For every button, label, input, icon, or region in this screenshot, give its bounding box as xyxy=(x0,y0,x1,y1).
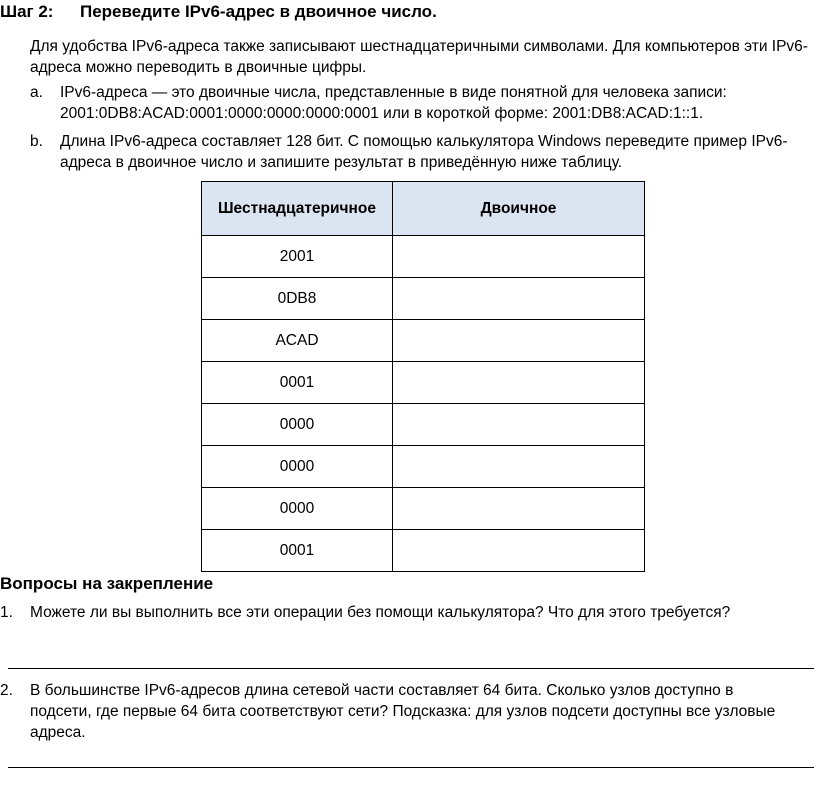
step-title: Переведите IPv6-адрес в двоичное число. xyxy=(80,2,437,21)
hex-cell: 0000 xyxy=(202,404,393,446)
table-row xyxy=(202,236,645,278)
list-item-text: IPv6-адреса — это двоичные числа, представленные в виде понятной для человека записи: 2001:0DB8:ACAD:0001:0000:0000:0000:0001 или в короткой форме: 2001:DB8:ACAD:1::1. xyxy=(60,84,727,122)
review-heading: Вопросы на закрепление xyxy=(0,574,214,593)
question-text: Можете ли вы выполнить все эти операции без помощи калькулятора? Что для этого требуется? xyxy=(30,604,731,621)
table-row xyxy=(202,320,645,362)
table-row xyxy=(202,404,645,446)
binary-cell[interactable] xyxy=(393,236,645,278)
table-header-row xyxy=(202,182,645,236)
binary-cell[interactable] xyxy=(393,362,645,404)
binary-cell[interactable] xyxy=(393,530,645,572)
table-row xyxy=(202,446,645,488)
answer-line-1[interactable] xyxy=(8,668,814,669)
hex-cell: 2001 xyxy=(202,236,393,278)
question-number: 1. xyxy=(0,604,13,621)
hex-cell: 0001 xyxy=(202,362,393,404)
table-row xyxy=(202,362,645,404)
hex-cell: 0DB8 xyxy=(202,278,393,320)
hex-binary-table xyxy=(201,181,645,572)
hex-cell: 0001 xyxy=(202,530,393,572)
list-item-text: Длина IPv6-адреса составляет 128 бит. С помощью калькулятора Windows переведите пример IPv6-адреса в двоичное число и запишите результат в приведённую ниже таблицу. xyxy=(60,133,788,171)
table-row xyxy=(202,530,645,572)
binary-cell[interactable] xyxy=(393,488,645,530)
question-text: В большинстве IPv6-адресов длина сетевой части составляет 64 бита. Сколько узлов доступно в подсети, где первые 64 бита соответствуют сети? Подсказка: для узлов подсети доступны все узловые адреса. xyxy=(30,682,776,741)
list-marker: b. xyxy=(30,133,43,150)
table-row xyxy=(202,488,645,530)
binary-cell[interactable] xyxy=(393,320,645,362)
question-number: 2. xyxy=(0,682,13,699)
binary-cell[interactable] xyxy=(393,446,645,488)
hex-cell: 0000 xyxy=(202,488,393,530)
step-number: Шаг 2: xyxy=(0,2,54,21)
table-row xyxy=(202,278,645,320)
intro-paragraph: Для удобства IPv6-адреса также записывают шестнадцатеричными символами. Для компьютеров эти IPv6-адреса можно переводить в двоичные цифры. xyxy=(30,38,808,76)
list-marker: a. xyxy=(30,84,43,101)
column-header-hex: Шестнадцатеричное xyxy=(202,182,393,236)
column-header-binary: Двоичное xyxy=(393,182,645,236)
binary-cell[interactable] xyxy=(393,404,645,446)
hex-cell: ACAD xyxy=(202,320,393,362)
binary-cell[interactable] xyxy=(393,278,645,320)
hex-cell: 0000 xyxy=(202,446,393,488)
answer-line-2[interactable] xyxy=(8,767,814,768)
